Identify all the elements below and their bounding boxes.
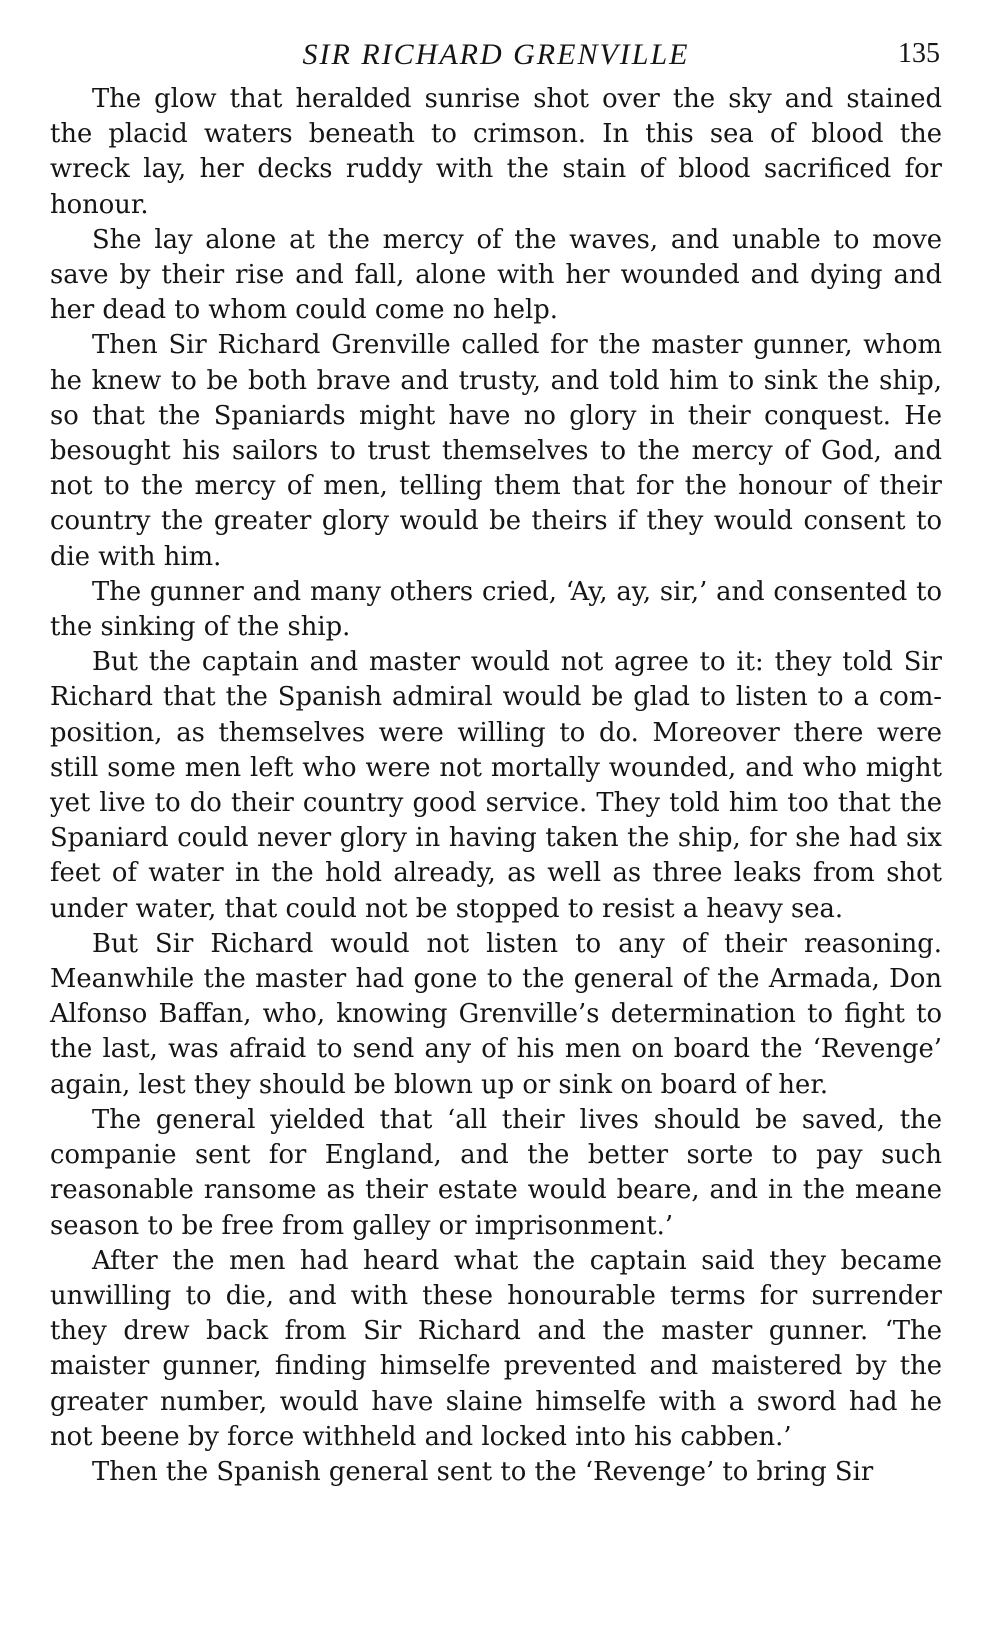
running-head: SIR RICHARD GRENVILLE xyxy=(302,38,690,71)
body-text xyxy=(50,82,942,1490)
paragraph: Then Sir Richard Grenville called for the master gunner, whom he knew to be both brave and trusty, and told him to sink the ship, so that the Spaniards might have no glory in their conquest. He besought his sailors to trust themselves to the mercy of God, and not to the mercy of men, telling them that for the honour of their country the greater glory would be theirs if they would consent to die with him. xyxy=(50,330,942,572)
paragraph: She lay alone at the mercy of the waves, and unable to move save by their rise and fall, alone with her wounded and dying and her dead to whom could come no help. xyxy=(50,224,942,326)
paragraph: Then the Spanish general sent to the ‘Revenge’ to bring Sir xyxy=(92,1456,874,1487)
paragraph: The gunner and many others cried, ‘Ay, ay, sir,’ and consented to the sinking of the ship. xyxy=(50,576,942,643)
paragraph: The glow that heralded sunrise shot over the sky and stained the placid waters beneath to crimson. In this sea of blood the wreck lay, her decks ruddy with the stain of blood sacrificed for honour. xyxy=(50,84,942,220)
page-number: 135 xyxy=(898,38,940,69)
page-header xyxy=(50,30,942,82)
paragraph: The general yielded that ‘all their lives should be saved, the companie sent for England, and the better sorte to pay such reasonable ransome as their estate would beare, and in the meane season to be free from galley or imprisonment.’ xyxy=(50,1104,942,1241)
paragraph: After the men had heard what the captain said they became unwilling to die, and with these honourable terms for surrender they drew back from Sir Richard and the master gunner. ‘The maister gunner, finding himselfe prevented and maistered by the greater number, would have slaine himselfe with a sword had he not beene by force withheld and locked into his cabben.’ xyxy=(50,1245,942,1452)
paragraph: But Sir Richard would not listen to any of their reasoning. Meanwhile the master had gone to the general of the Armada, Don Alfonso Baffan, who, knowing Grenville’s determination to fight to the last, was afraid to send any of his men on board the ‘Revenge’ again, lest they should be blown up or sink on board of her. xyxy=(50,928,942,1100)
paragraph: But the captain and master would not agree to it: they told Sir Richard that the Spanish admiral would be glad to listen to a composition, as themselves were willing to do. Moreover there were still some men left who were not mortally wounded, and who might yet live to do their country good service. They told him too that the Spaniard could never glory in having taken the ship, for she had six feet of water in the hold already, as well as three leaks from shot under water, that could not be stopped to resist a heavy sea. xyxy=(50,647,942,924)
